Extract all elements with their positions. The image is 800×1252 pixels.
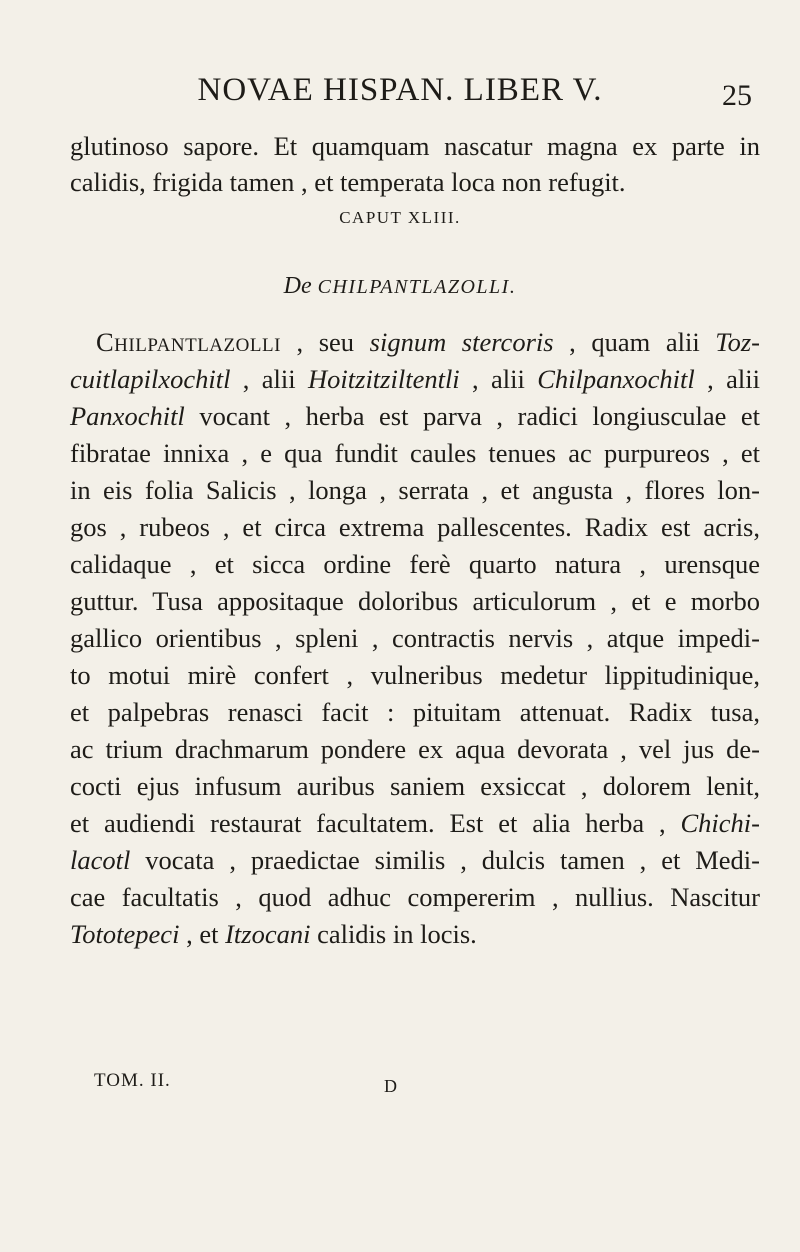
body-line-16: cae facultatis , quod adhuc compererim , nullius. Nascitur: [70, 882, 760, 912]
text-run: , et: [179, 919, 226, 949]
body-line-11: et palpebras renasci facit : pituitam attenuat. Radix tusa,: [70, 697, 760, 727]
body-line-5: in eis folia Salicis , longa , serrata , et angusta , flores lon-: [70, 475, 760, 505]
page-number: 25: [722, 79, 752, 112]
term-itzocani: Itzocani: [225, 919, 311, 949]
body-line-9: gallico orientibus , spleni , contractis nervis , atque impedi-: [70, 623, 760, 653]
text-run: et audiendi restaurat facultatem. Est et alia herba ,: [70, 808, 681, 838]
term-signum-stercoris: signum stercoris: [369, 327, 554, 357]
volume-mark: TOM. II.: [94, 1070, 171, 1091]
body-line-3: [70, 398, 760, 434]
body-line-13: cocti ejus infusum auribus saniem exsiccat , dolorem lenit,: [70, 771, 760, 801]
term-toz: Toz-: [715, 327, 760, 357]
term-cuitlapilxochitl: cuitlapilxochitl: [70, 364, 231, 394]
term-hoitzitziltentli: Hoitzitziltentli: [308, 364, 460, 394]
body-line-14: [70, 805, 760, 841]
signature-mark: D: [384, 1076, 397, 1096]
chapter-number: CAPUT XLIII.: [339, 208, 461, 227]
text-run: , alii: [230, 364, 309, 394]
body-line-4: fibratae innixa , e qua fundit caules tenues ac purpureos , et: [70, 438, 760, 468]
text-run: vocata , praedictae similis , dulcis tamen , et Medi-: [130, 845, 760, 875]
text-run: vocant , herba est parva , radici longiusculae et: [184, 401, 760, 431]
body-line-6: gos , rubeos , et circa extrema pallescentes. Radix est acris,: [70, 512, 760, 542]
running-head: NOVAE HISPAN. LIBER V.: [197, 72, 603, 108]
term-panxochitl: Panxochitl: [70, 401, 185, 431]
lemma-chilpantlazolli: Chilpantlazolli: [96, 327, 281, 357]
body-line-10: to motui mirè confert , vulneribus medetur lippitudinique,: [70, 660, 760, 690]
term-chilpanxochitl: Chilpanxochitl: [537, 364, 695, 394]
body-line-12: ac trium drachmarum pondere ex aqua devorata , vel jus de-: [70, 734, 760, 764]
text-run: , alii: [694, 364, 760, 394]
intro-line-2: calidis, frigida tamen , et temperata loca non refugit.: [70, 167, 626, 197]
body-line-2: [70, 361, 760, 397]
chapter-title-word: CHILPANTLAZOLLI.: [317, 276, 517, 298]
term-tototepeci: Tototepeci: [70, 919, 180, 949]
body-line-8: guttur. Tusa appositaque doloribus articulorum , et e morbo: [70, 586, 760, 616]
term-chichi: Chichi-: [680, 808, 760, 838]
body-line-1: [70, 324, 760, 360]
text-run: calidis in locis.: [310, 919, 477, 949]
chapter-title: [0, 270, 800, 303]
chapter-title-prefix: De: [283, 273, 312, 299]
text-run: , seu: [280, 327, 370, 357]
body-line-17: [70, 916, 760, 952]
body-line-15: [70, 842, 760, 878]
body-line-7: calidaque , et sicca ordine ferè quarto natura , urensque: [70, 549, 760, 579]
intro-line-1: glutinoso sapore. Et quamquam nascatur magna ex parte in: [70, 131, 760, 161]
text-run: , alii: [459, 364, 538, 394]
term-lacotl: lacotl: [70, 845, 131, 875]
text-run: , quam alii: [553, 327, 716, 357]
